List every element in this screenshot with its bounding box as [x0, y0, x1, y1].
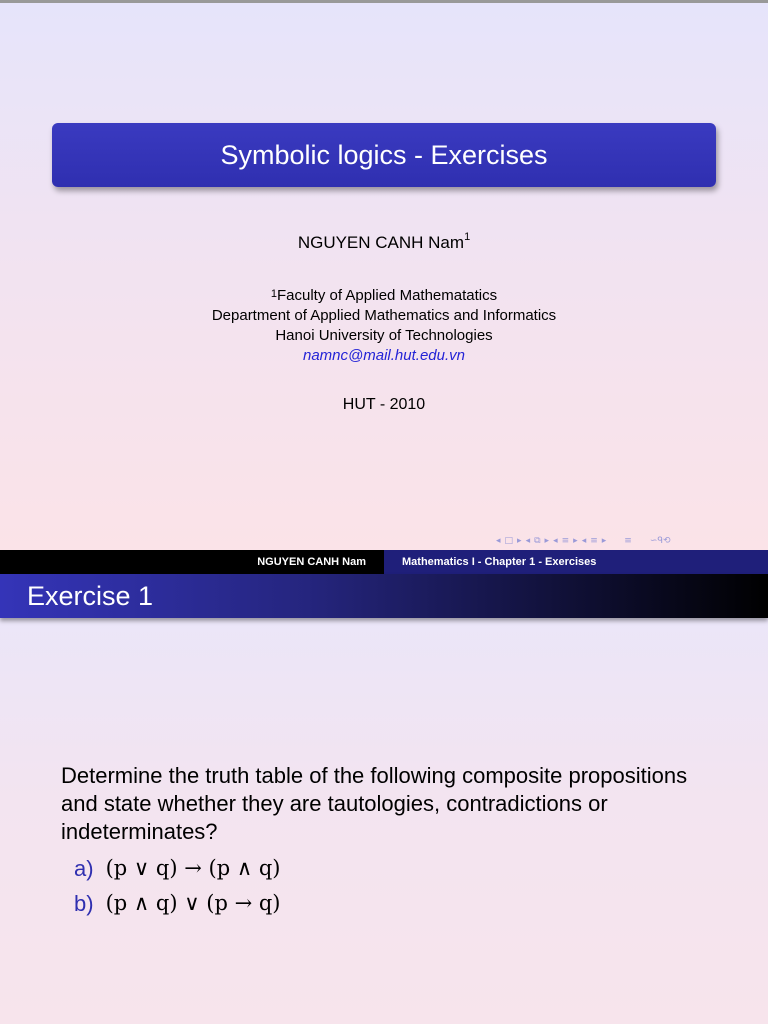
author-name: NGUYEN CANH Nam [297, 233, 465, 252]
affiliation-footnote-mark: 1 [270, 288, 277, 300]
exercise-prompt: Determine the truth table of the following composite propositions and state whether they are tautologies, contradictions or indeterminates? [61, 763, 688, 844]
subsection-icon[interactable]: ⧉ [534, 536, 541, 546]
navigation-bar [496, 534, 671, 548]
item-label: b) [74, 891, 94, 916]
email-link[interactable]: namnc@mail.hut.edu.vn [303, 347, 465, 364]
nav-prev-outline-icon[interactable]: ◂ [581, 536, 587, 546]
author [0, 233, 768, 253]
affiliation-line: $^1$Faculty of Applied Mathematatics [270, 287, 498, 304]
item-formula: (p ∨ q) → (p ∧ q) [105, 856, 281, 880]
section-icon[interactable]: ≡ [561, 536, 570, 546]
list-item [74, 891, 281, 917]
footer-course: Mathematics I - Chapter 1 - Exercises [384, 550, 768, 574]
nav-next-subsection-icon[interactable]: ▸ [544, 536, 550, 546]
frame-icon[interactable]: □ [504, 536, 514, 546]
nav-next-section-icon[interactable]: ▸ [573, 536, 578, 546]
appendix-icon[interactable]: ≡ [624, 536, 632, 546]
nav-prev-frame-icon[interactable]: ◂ [496, 536, 501, 546]
nav-next-frame-icon[interactable]: ▸ [517, 536, 522, 546]
nav-prev-section-icon[interactable]: ◂ [553, 536, 558, 546]
affiliation [0, 286, 768, 366]
nav-next-outline-icon[interactable]: ▸ [601, 536, 607, 546]
title-box [52, 123, 716, 187]
author-footnote-mark: 1 [464, 231, 471, 243]
affiliation-line: Department of Applied Mathematics and Informatics [211, 307, 557, 324]
footer-bar [0, 550, 768, 574]
nav-prev-subsection-icon[interactable]: ◂ [525, 536, 531, 546]
item-label: a) [74, 856, 94, 881]
search-icon[interactable]: ∽ᑫ⟲ [649, 536, 671, 546]
footer-author: NGUYEN CANH Nam [257, 556, 366, 568]
item-formula: (p ∧ q) ∨ (p → q) [105, 891, 281, 915]
exercise-slide [0, 574, 768, 1024]
outline-icon[interactable]: ≡ [590, 536, 598, 546]
date: HUT - 2010 [342, 396, 426, 413]
slide-title: Symbolic logics - Exercises [220, 139, 548, 170]
list-item [74, 856, 281, 882]
frame-title: Exercise 1 [0, 574, 768, 618]
affiliation-line: Hanoi University of Technologies [275, 327, 493, 344]
